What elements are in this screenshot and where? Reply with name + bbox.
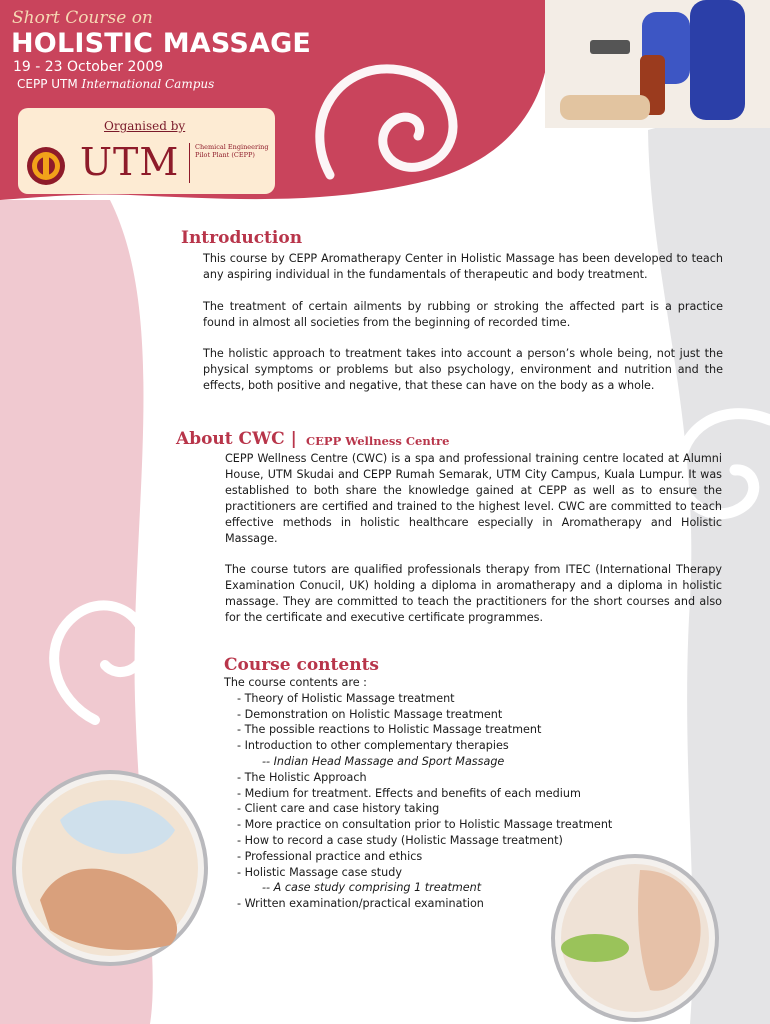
list-item: - Theory of Holistic Massage treatment xyxy=(237,691,455,705)
about-subheading: CEPP Wellness Centre xyxy=(306,434,450,448)
list-item: - Professional practice and ethics xyxy=(237,849,423,863)
introduction-paragraph-3: The holistic approach to treatment takes into account a person’s whole being, not just the physical symptoms or problems but also psychology, environment and nutrition and the effects, both positive and negative, that these can have on the body as a whole. xyxy=(203,347,723,392)
about-heading: About CWC | xyxy=(176,429,297,449)
venue-suffix: International Campus xyxy=(81,77,215,91)
list-subitem: -- A case study comprising 1 treatment xyxy=(262,881,482,895)
list-item: - Demonstration on Holistic Massage treatment xyxy=(237,707,503,721)
list-item: - How to record a case study (Holistic Massage treatment) xyxy=(237,833,563,847)
list-item: - The possible reactions to Holistic Massage treatment xyxy=(237,723,542,737)
introduction-paragraph-2: The treatment of certain ailments by rubbing or stroking the affected part is a practice found in almost all societies from the beginning of recorded time. xyxy=(203,300,723,329)
list-item: - Holistic Massage case study xyxy=(237,865,402,879)
course-venue xyxy=(17,77,214,91)
organiser-label: Organised by xyxy=(104,119,186,133)
list-item: - Introduction to other complementary therapies xyxy=(237,739,509,753)
page-title: HOLISTIC MASSAGE xyxy=(11,28,312,59)
utm-crest-icon xyxy=(26,146,66,186)
course-heading: Course contents xyxy=(224,655,379,675)
introduction-paragraph-1: This course by CEPP Aromatherapy Center in Holistic Massage has been developed to teach any aspiring individual in the fundamentals of therapeutic and body treatment. xyxy=(203,252,723,281)
list-item: - Client care and case history taking xyxy=(237,802,440,816)
course-dates: 19 - 23 October 2009 xyxy=(13,59,164,75)
list-subitem: -- Indian Head Massage and Sport Massage xyxy=(262,754,505,768)
course-lead: The course contents are : xyxy=(224,676,367,689)
organiser-unit-line2: Pilot Plant (CEPP) xyxy=(195,151,255,159)
about-paragraph-1: CEPP Wellness Centre (CWC) is a spa and professional training centre located at Alumni House, UTM Skudai and CEPP Rumah Semarak, UTM City Campus, Kuala Lumpur. It was established to both share the knowledge gained at CEPP as well as to ensure the practitioners are certified and trained to the highest level. CWC are committed to teach effective methods in holistic healthcare especially in Aromatherapy and Holistic Massage. xyxy=(225,452,722,545)
list-item: - Medium for treatment. Effects and benefits of each medium xyxy=(237,786,581,800)
list-item: - The Holistic Approach xyxy=(237,770,367,784)
organiser-unit-line1: Chemical Engineering xyxy=(195,143,269,151)
course-kicker: Short Course on xyxy=(12,8,153,28)
introduction-heading: Introduction xyxy=(181,228,303,248)
about-paragraph-2: The course tutors are qualified professionals therapy from ITEC (International Therapy Examination Conucil, UK) holding a diploma in aromatherapy and a diploma in holistic massage. They are committed to teach the practitioners for the short courses and also for the certificate and executive certificate programmes. xyxy=(225,563,722,624)
organiser-unit xyxy=(195,143,269,159)
logo-divider xyxy=(189,143,190,183)
course-contents-list xyxy=(224,675,704,912)
utm-logo-text: UTM xyxy=(80,140,180,184)
list-item: - More practice on consultation prior to Holistic Massage treatment xyxy=(237,818,613,832)
venue-prefix: CEPP UTM xyxy=(17,77,78,91)
list-item: - Written examination/practical examination xyxy=(237,897,484,911)
